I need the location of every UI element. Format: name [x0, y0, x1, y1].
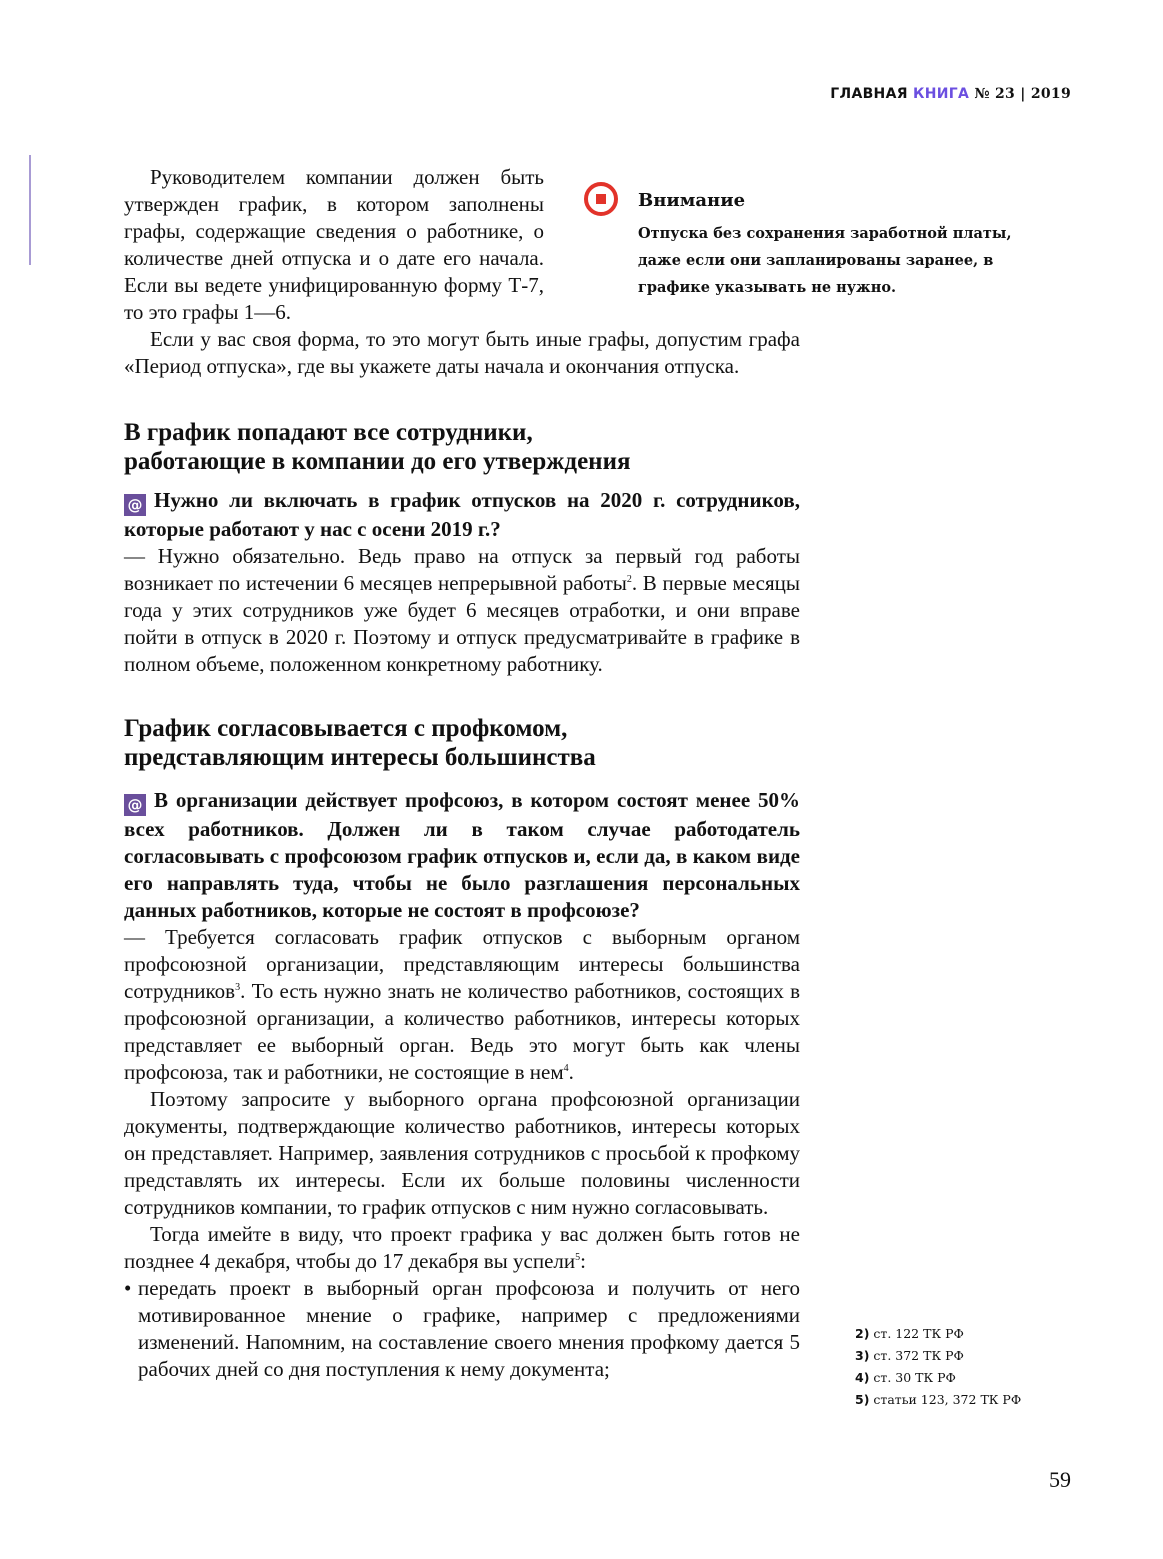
question-text: Нужно ли включать в график отпусков на 2020 г. сотрудников, которые работают у нас с осени 2019 г.? — [124, 488, 800, 541]
body-text: : — [580, 1249, 586, 1273]
question-text: В организации действует профсоюз, в котором состоят менее 50% всех работников. Должен ли в таком случае работодатель согласовывать с профсоюзом график отпусков и, если да, в каком виде его направлять туда, чтобы не было разглашения персональных данных работников, которые не состоят в профсоюзе? — [124, 788, 800, 922]
at-sign-icon: @ — [124, 494, 146, 516]
at-sign-icon: @ — [124, 794, 146, 816]
footnote — [855, 1367, 1021, 1389]
question — [124, 787, 800, 924]
qa-block-1 — [124, 487, 800, 678]
intro-text: Руководителем компании должен быть утвержден график, в котором заполнены графы, содержащие сведения о работнике, о количестве дней отпуска и о дате его начала. Если вы ведете унифицированную форму Т-7, то это графы 1—6. — [124, 165, 544, 324]
footnote — [855, 1389, 1021, 1411]
body-paragraph — [124, 1221, 800, 1275]
footnote — [855, 1345, 1021, 1367]
heading-line: В график попадают все сотрудники, — [124, 419, 533, 446]
footnote — [855, 1323, 1021, 1345]
qa-block-2 — [124, 787, 800, 1383]
bullet-icon: • — [124, 1276, 132, 1300]
answer-text: — Требуется согласовать график отпусков с выборным органом профсоюзной организации, представляющим интересы большинства сотрудников — [124, 925, 800, 1003]
bullet-item — [124, 1275, 800, 1383]
body-text: Тогда имейте в виду, что проект графика у вас должен быть готов не позднее 4 декабря, чтобы до 17 декабря вы успели — [124, 1222, 800, 1273]
margin-rule — [29, 155, 31, 265]
footnote-number: 3) — [855, 1348, 870, 1363]
footnote-number: 2) — [855, 1326, 870, 1341]
footnotes — [855, 1323, 1021, 1411]
answer — [124, 924, 800, 1086]
issue-number: № 23 | 2019 — [974, 86, 1071, 102]
answer — [124, 543, 800, 678]
answer-text: . — [568, 1060, 574, 1084]
answer-text: — Нужно обязательно. Ведь право на отпуск за первый год работы возникает по истечении 6 месяцев непрерывной работы — [124, 544, 800, 595]
footnote-number: 5) — [855, 1392, 870, 1407]
answer-text: . То есть нужно знать не количество работников, состоящих в профсоюзной организации, а количество работников, интересы которых представляет ее выборный орган. Ведь это могут быть как члены профсоюза, так и работники, не состоящие в нем — [124, 979, 800, 1084]
magazine-brand-accent: КНИГА — [912, 86, 970, 102]
intro-text-2: Если у вас своя форма, то это могут быть иные графы, допустим графа «Период отпуска», где вы укажете даты начала и окончания отпуска. — [124, 327, 800, 378]
footnote-text: статьи 123, 372 ТК РФ — [873, 1392, 1022, 1407]
page-number: 59 — [1049, 1467, 1071, 1492]
attention-text: Отпуска без сохранения заработной платы, даже если они запланированы заранее, в графике указывать не нужно. — [638, 225, 1012, 296]
section-heading-1 — [124, 418, 804, 476]
section-heading-2 — [124, 714, 804, 772]
footnote-text: ст. 372 ТК РФ — [873, 1348, 964, 1363]
heading-line: График согласовывается с профкомом, — [124, 715, 568, 742]
stop-circle-icon — [584, 182, 618, 216]
intro-paragraph-1 — [124, 164, 544, 326]
answer-text: . В первые месяцы года у этих сотрудников уже будет 6 месяцев отработки, и они вправе пойти в отпуск в 2020 г. Поэтому и отпуск предусматривайте в графике в полном объеме, положенном конкретному работнику. — [124, 571, 801, 676]
footnote-number: 4) — [855, 1370, 870, 1385]
footnote-ref: 5 — [575, 1252, 581, 1263]
heading-line: представляющим интересы большинства — [124, 744, 596, 771]
intro-paragraph-2 — [124, 326, 800, 380]
footnote-ref: 4 — [563, 1063, 569, 1074]
question — [124, 487, 800, 543]
magazine-brand: ГЛАВНАЯ — [830, 86, 908, 102]
bullet-text: передать проект в выборный орган профсоюза и получить от него мотивированное мнение о графике, например с предложениями изменений. Напомним, на составление своего мнения профкому дается 5 рабочих дней со дня поступления к нему документа; — [138, 1276, 800, 1381]
footnote-ref: 3 — [235, 982, 241, 993]
heading-line: работающие в компании до его утверждения — [124, 448, 631, 475]
attention-title: Внимание — [638, 190, 746, 211]
running-header — [830, 86, 1071, 102]
footnote-text: ст. 122 ТК РФ — [873, 1326, 964, 1341]
footnote-ref: 2 — [626, 574, 632, 585]
body-paragraph: Поэтому запросите у выборного органа профсоюзной организации документы, подтверждающие количество работников, интересы которых он представляет. Например, заявления сотрудников с просьбой к профкому представлять их интересы. Если их больше половины численности сотрудников компании, то график отпусков с ним нужно согласовывать. — [124, 1087, 800, 1219]
footnote-text: ст. 30 ТК РФ — [873, 1370, 956, 1385]
